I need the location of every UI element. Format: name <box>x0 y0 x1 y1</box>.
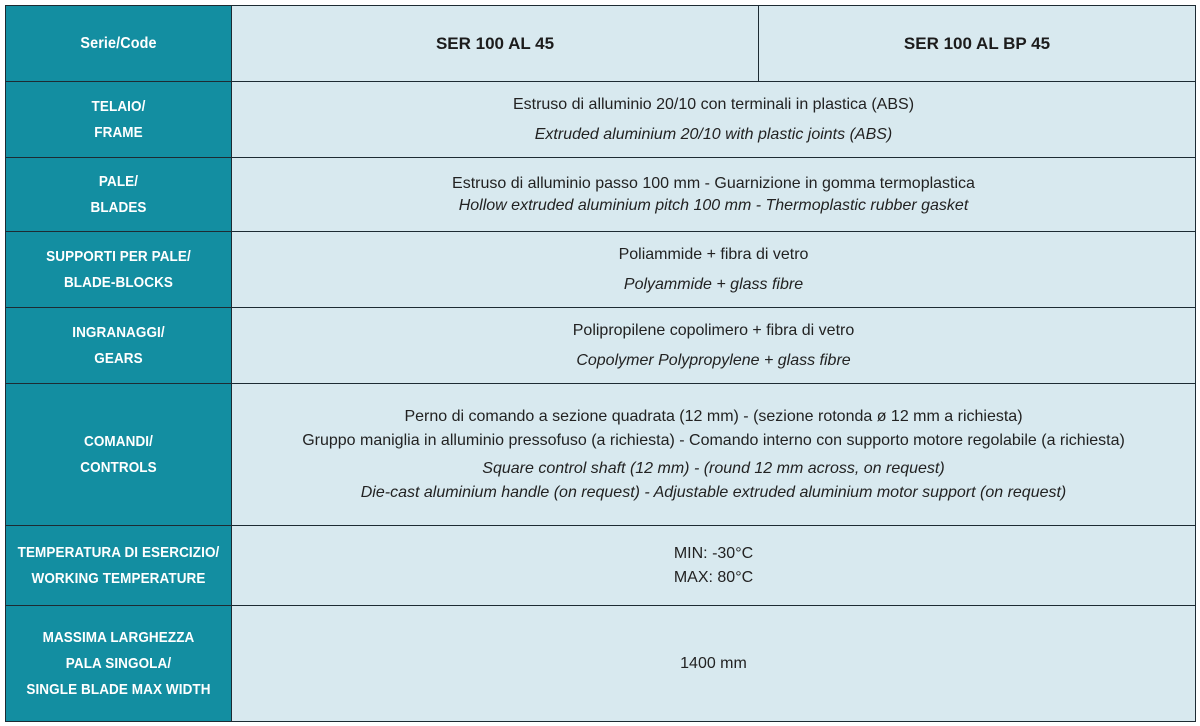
row-gears <box>6 308 1196 384</box>
row-blades-value-cell <box>232 158 1196 232</box>
row-label-line: WORKING TEMPERATURE <box>31 569 206 587</box>
row-gears-label-cell <box>6 308 232 384</box>
row-controls-label-cell <box>6 384 232 526</box>
header-label-cell <box>6 6 232 82</box>
header-label: Serie/Code <box>80 34 157 52</box>
row-value-en: Square control shaft (12 mm) - (round 12 mm across, on request) <box>482 459 945 477</box>
row-max-width <box>6 606 1196 722</box>
row-value-en: Hollow extruded aluminium pitch 100 mm - Thermoplastic rubber gasket <box>458 196 969 214</box>
row-controls-value-cell <box>232 384 1196 526</box>
row-max-width-label-cell <box>6 606 232 722</box>
row-value-it: Polipropilene copolimero + fibra di vetro <box>572 321 855 339</box>
row-max-width-value-cell <box>232 606 1196 722</box>
row-label-line: BLADE-BLOCKS <box>63 273 174 291</box>
row-value-it: Poliammide + fibra di vetro <box>618 245 809 263</box>
row-blades-label-cell <box>6 158 232 232</box>
row-value-en: Polyammide + glass fibre <box>623 275 804 293</box>
spec-table <box>5 5 1196 722</box>
header-col1: SER 100 AL 45 <box>435 33 555 53</box>
row-label-line: CONTROLS <box>80 458 157 476</box>
row-label-line: SINGLE BLADE MAX WIDTH <box>26 680 211 698</box>
header-col1-cell <box>232 6 759 82</box>
spec-table-wrapper <box>5 5 1195 721</box>
row-label-line: SUPPORTI PER PALE/ <box>46 247 191 265</box>
row-value-it: Gruppo maniglia in alluminio pressofuso (a richiesta) - Comando interno con supporto motore regolabile (a richiesta) <box>302 431 1125 449</box>
temperature-min: MIN: -30°C <box>673 544 754 562</box>
row-temperature-label-cell <box>6 526 232 606</box>
row-frame <box>6 82 1196 158</box>
row-blade-blocks <box>6 232 1196 308</box>
row-label-line: FRAME <box>94 123 143 141</box>
row-label-line: BLADES <box>90 198 147 216</box>
header-col2-cell <box>759 6 1196 82</box>
row-value-it: Perno di comando a sezione quadrata (12 mm) - (sezione rotonda ø 12 mm a richiesta) <box>404 407 1023 425</box>
header-row <box>6 6 1196 82</box>
row-blade-blocks-label-cell <box>6 232 232 308</box>
row-frame-value-cell <box>232 82 1196 158</box>
row-value-en: Copolymer Polypropylene + glass fibre <box>576 351 851 369</box>
row-gears-value-cell <box>232 308 1196 384</box>
row-temperature-value-cell <box>232 526 1196 606</box>
row-value-en: Die-cast aluminium handle (on request) - Adjustable extruded aluminium motor support (on request) <box>360 483 1067 501</box>
row-frame-label-cell <box>6 82 232 158</box>
row-label-line: COMANDI/ <box>84 432 153 450</box>
row-label-line: TELAIO/ <box>91 97 146 115</box>
temperature-max: MAX: 80°C <box>673 568 754 586</box>
row-label-line: PALE/ <box>98 172 139 190</box>
row-label-line: PALA SINGOLA/ <box>65 654 172 672</box>
row-label-line: INGRANAGGI/ <box>72 323 165 341</box>
row-value-it: Estruso di alluminio passo 100 mm - Guarnizione in gomma termoplastica <box>452 174 975 192</box>
row-label-line: TEMPERATURA DI ESERCIZIO/ <box>17 543 220 561</box>
row-controls <box>6 384 1196 526</box>
row-blades <box>6 158 1196 232</box>
row-label-line: MASSIMA LARGHEZZA <box>42 628 195 646</box>
row-label-line: GEARS <box>94 349 143 367</box>
row-temperature <box>6 526 1196 606</box>
header-col2: SER 100 AL BP 45 <box>903 33 1051 53</box>
row-value-it: Estruso di alluminio 20/10 con terminali in plastica (ABS) <box>512 95 915 113</box>
row-value-en: Extruded aluminium 20/10 with plastic joints (ABS) <box>534 125 893 143</box>
row-blade-blocks-value-cell <box>232 232 1196 308</box>
max-width-value: 1400 mm <box>680 654 747 672</box>
